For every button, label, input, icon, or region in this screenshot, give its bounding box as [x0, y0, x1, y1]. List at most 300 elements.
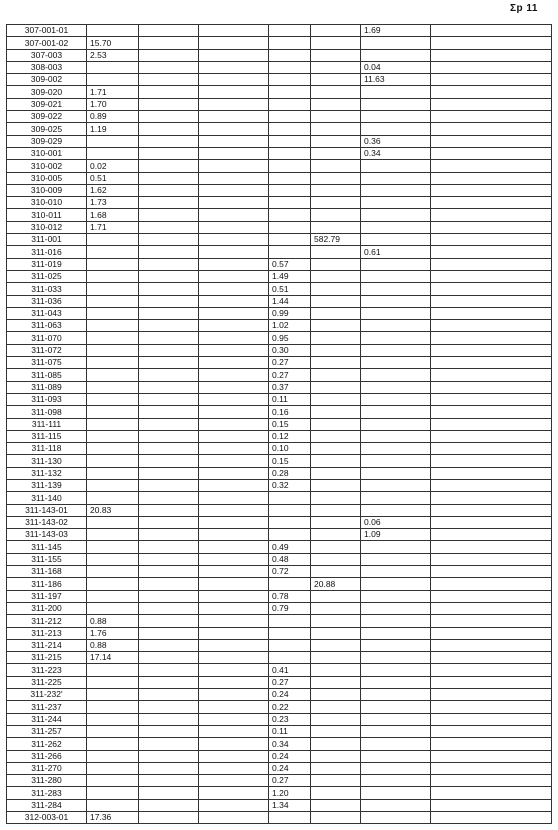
value-cell-col5 [311, 270, 361, 282]
value-cell-col1 [87, 516, 139, 528]
empty-cell-col7 [431, 566, 552, 578]
empty-cell-col3 [199, 627, 269, 639]
value-cell-col4: 0.23 [269, 713, 311, 725]
value-cell-col5 [311, 258, 361, 270]
empty-cell-col7 [431, 111, 552, 123]
item-code-cell: 311-145 [7, 541, 87, 553]
item-code-cell: 311-070 [7, 332, 87, 344]
empty-cell-col3 [199, 221, 269, 233]
empty-cell-col7 [431, 98, 552, 110]
value-cell-col4 [269, 74, 311, 86]
item-code-cell: 311-016 [7, 246, 87, 258]
item-code-cell: 311-033 [7, 283, 87, 295]
value-cell-col5 [311, 283, 361, 295]
value-cell-col4: 0.24 [269, 689, 311, 701]
value-cell-col1 [87, 787, 139, 799]
empty-cell-col2 [139, 172, 199, 184]
empty-cell-col3 [199, 357, 269, 369]
value-cell-col5 [311, 602, 361, 614]
table-row [7, 615, 552, 627]
item-code-cell: 311-237 [7, 701, 87, 713]
item-code-cell: 311-093 [7, 393, 87, 405]
empty-cell-col2 [139, 775, 199, 787]
empty-cell-col3 [199, 787, 269, 799]
empty-cell-col2 [139, 725, 199, 737]
empty-cell-col7 [431, 664, 552, 676]
value-cell-col6 [361, 602, 431, 614]
empty-cell-col7 [431, 590, 552, 602]
value-cell-col6 [361, 750, 431, 762]
empty-cell-col3 [199, 738, 269, 750]
empty-cell-col3 [199, 135, 269, 147]
value-cell-col6 [361, 492, 431, 504]
table-row [7, 147, 552, 159]
empty-cell-col7 [431, 332, 552, 344]
value-cell-col5 [311, 381, 361, 393]
empty-cell-col7 [431, 639, 552, 651]
table-row [7, 418, 552, 430]
value-cell-col4: 0.37 [269, 381, 311, 393]
item-code-cell: 309-020 [7, 86, 87, 98]
value-cell-col6 [361, 37, 431, 49]
item-code-cell: 311-197 [7, 590, 87, 602]
empty-cell-col7 [431, 812, 552, 824]
item-code-cell: 311-132 [7, 467, 87, 479]
item-code-cell: 311-089 [7, 381, 87, 393]
table-row [7, 25, 552, 37]
value-cell-col5 [311, 160, 361, 172]
empty-cell-col3 [199, 111, 269, 123]
value-cell-col1 [87, 701, 139, 713]
table-row [7, 799, 552, 811]
item-code-cell: 307-001-02 [7, 37, 87, 49]
value-cell-col1 [87, 713, 139, 725]
empty-cell-col2 [139, 246, 199, 258]
value-cell-col1: 0.02 [87, 160, 139, 172]
empty-cell-col2 [139, 787, 199, 799]
item-code-cell: 311-257 [7, 725, 87, 737]
empty-cell-col3 [199, 147, 269, 159]
table-row [7, 246, 552, 258]
table-row [7, 135, 552, 147]
value-cell-col5 [311, 516, 361, 528]
empty-cell-col7 [431, 553, 552, 565]
value-cell-col5 [311, 197, 361, 209]
value-cell-col6 [361, 307, 431, 319]
value-cell-col6 [361, 197, 431, 209]
value-cell-col6 [361, 627, 431, 639]
value-cell-col4 [269, 578, 311, 590]
value-cell-col4 [269, 652, 311, 664]
empty-cell-col3 [199, 615, 269, 627]
empty-cell-col2 [139, 98, 199, 110]
item-code-cell: 311-168 [7, 566, 87, 578]
empty-cell-col3 [199, 381, 269, 393]
item-code-cell: 311-200 [7, 602, 87, 614]
empty-cell-col3 [199, 664, 269, 676]
value-cell-col6 [361, 209, 431, 221]
value-cell-col5 [311, 787, 361, 799]
value-cell-col4: 0.32 [269, 479, 311, 491]
value-cell-col5 [311, 627, 361, 639]
empty-cell-col2 [139, 74, 199, 86]
item-code-cell: 311-284 [7, 799, 87, 811]
item-code-cell: 310-002 [7, 160, 87, 172]
value-cell-col1: 0.88 [87, 639, 139, 651]
value-cell-col5 [311, 86, 361, 98]
value-cell-col1 [87, 74, 139, 86]
item-code-cell: 308-003 [7, 61, 87, 73]
empty-cell-col3 [199, 701, 269, 713]
value-cell-col5 [311, 37, 361, 49]
empty-cell-col3 [199, 725, 269, 737]
value-cell-col6 [361, 221, 431, 233]
empty-cell-col2 [139, 664, 199, 676]
empty-cell-col3 [199, 578, 269, 590]
value-cell-col1: 1.71 [87, 86, 139, 98]
table-row [7, 258, 552, 270]
item-code-cell: 311-072 [7, 344, 87, 356]
empty-cell-col2 [139, 492, 199, 504]
value-cell-col4 [269, 246, 311, 258]
value-cell-col4: 1.49 [269, 270, 311, 282]
empty-cell-col2 [139, 344, 199, 356]
table-row [7, 393, 552, 405]
empty-cell-col7 [431, 701, 552, 713]
value-cell-col4 [269, 529, 311, 541]
empty-cell-col2 [139, 701, 199, 713]
value-cell-col4: 1.34 [269, 799, 311, 811]
table-row [7, 234, 552, 246]
item-code-cell: 310-010 [7, 197, 87, 209]
empty-cell-col2 [139, 430, 199, 442]
value-cell-col4 [269, 172, 311, 184]
empty-cell-col3 [199, 61, 269, 73]
value-cell-col6 [361, 541, 431, 553]
value-cell-col1: 1.68 [87, 209, 139, 221]
empty-cell-col2 [139, 455, 199, 467]
value-cell-col6 [361, 172, 431, 184]
item-code-cell: 311-043 [7, 307, 87, 319]
item-code-cell: 311-223 [7, 664, 87, 676]
empty-cell-col7 [431, 541, 552, 553]
empty-cell-col3 [199, 553, 269, 565]
item-code-cell: 307-001-01 [7, 25, 87, 37]
empty-cell-col3 [199, 209, 269, 221]
value-cell-col4: 0.34 [269, 738, 311, 750]
value-cell-col6 [361, 467, 431, 479]
item-code-cell: 311-143-02 [7, 516, 87, 528]
empty-cell-col2 [139, 615, 199, 627]
value-cell-col6 [361, 160, 431, 172]
empty-cell-col3 [199, 443, 269, 455]
table-row [7, 639, 552, 651]
empty-cell-col7 [431, 369, 552, 381]
value-cell-col1 [87, 762, 139, 774]
empty-cell-col7 [431, 307, 552, 319]
table-row [7, 541, 552, 553]
value-cell-col1: 20.83 [87, 504, 139, 516]
empty-cell-col7 [431, 258, 552, 270]
empty-cell-col2 [139, 406, 199, 418]
empty-cell-col2 [139, 369, 199, 381]
empty-cell-col2 [139, 123, 199, 135]
empty-cell-col2 [139, 25, 199, 37]
empty-cell-col3 [199, 295, 269, 307]
empty-cell-col3 [199, 98, 269, 110]
value-cell-col4: 0.95 [269, 332, 311, 344]
item-code-cell: 309-029 [7, 135, 87, 147]
value-cell-col5 [311, 750, 361, 762]
value-cell-col4: 0.24 [269, 762, 311, 774]
empty-cell-col7 [431, 25, 552, 37]
empty-cell-col2 [139, 590, 199, 602]
table-row [7, 812, 552, 824]
value-cell-col1 [87, 590, 139, 602]
value-cell-col6 [361, 393, 431, 405]
item-code-cell: 311-143-01 [7, 504, 87, 516]
empty-cell-col3 [199, 713, 269, 725]
value-cell-col5 [311, 393, 361, 405]
empty-cell-col3 [199, 541, 269, 553]
value-cell-col5 [311, 553, 361, 565]
empty-cell-col2 [139, 578, 199, 590]
item-code-cell: 311-280 [7, 775, 87, 787]
empty-cell-col3 [199, 283, 269, 295]
value-cell-col4 [269, 221, 311, 233]
empty-cell-col2 [139, 738, 199, 750]
item-code-cell: 311-262 [7, 738, 87, 750]
value-cell-col1 [87, 307, 139, 319]
item-code-cell: 311-266 [7, 750, 87, 762]
table-row [7, 37, 552, 49]
empty-cell-col2 [139, 689, 199, 701]
empty-cell-col2 [139, 37, 199, 49]
table-row [7, 111, 552, 123]
table-row [7, 406, 552, 418]
value-cell-col6 [361, 406, 431, 418]
empty-cell-col7 [431, 762, 552, 774]
item-code-cell: 311-232' [7, 689, 87, 701]
table-row [7, 123, 552, 135]
value-cell-col5 [311, 590, 361, 602]
empty-cell-col3 [199, 184, 269, 196]
item-code-cell: 309-025 [7, 123, 87, 135]
value-cell-col6: 1.69 [361, 25, 431, 37]
value-cell-col1 [87, 147, 139, 159]
value-cell-col1 [87, 61, 139, 73]
empty-cell-col7 [431, 406, 552, 418]
item-code-cell: 311-115 [7, 430, 87, 442]
value-cell-col4: 0.51 [269, 283, 311, 295]
table-row [7, 553, 552, 565]
empty-cell-col3 [199, 37, 269, 49]
value-cell-col5 [311, 332, 361, 344]
value-cell-col6 [361, 455, 431, 467]
item-code-cell: 311-212 [7, 615, 87, 627]
table-row [7, 209, 552, 221]
empty-cell-col7 [431, 652, 552, 664]
empty-cell-col7 [431, 713, 552, 725]
value-cell-col6: 0.36 [361, 135, 431, 147]
value-cell-col4: 0.27 [269, 369, 311, 381]
item-code-cell: 311-244 [7, 713, 87, 725]
table-row [7, 49, 552, 61]
value-cell-col1 [87, 602, 139, 614]
table-row [7, 725, 552, 737]
value-cell-col1 [87, 357, 139, 369]
value-cell-col6 [361, 418, 431, 430]
value-cell-col6 [361, 590, 431, 602]
empty-cell-col2 [139, 566, 199, 578]
empty-cell-col3 [199, 25, 269, 37]
value-cell-col1: 0.89 [87, 111, 139, 123]
value-cell-col4: 0.27 [269, 357, 311, 369]
value-cell-col1 [87, 676, 139, 688]
table-row [7, 332, 552, 344]
table-row [7, 270, 552, 282]
value-cell-col1: 2.53 [87, 49, 139, 61]
empty-cell-col3 [199, 689, 269, 701]
value-cell-col4: 0.79 [269, 602, 311, 614]
table-row [7, 590, 552, 602]
value-cell-col1: 0.51 [87, 172, 139, 184]
item-code-cell: 311-186 [7, 578, 87, 590]
empty-cell-col2 [139, 602, 199, 614]
value-cell-col1 [87, 664, 139, 676]
empty-cell-col3 [199, 270, 269, 282]
empty-cell-col3 [199, 369, 269, 381]
table-row [7, 504, 552, 516]
table-row [7, 160, 552, 172]
empty-cell-col7 [431, 320, 552, 332]
value-cell-col4: 0.24 [269, 750, 311, 762]
empty-cell-col2 [139, 799, 199, 811]
empty-cell-col2 [139, 209, 199, 221]
value-cell-col5 [311, 135, 361, 147]
table-row [7, 221, 552, 233]
item-code-cell: 311-139 [7, 479, 87, 491]
value-cell-col6 [361, 812, 431, 824]
empty-cell-col3 [199, 529, 269, 541]
empty-cell-col7 [431, 787, 552, 799]
value-cell-col6 [361, 270, 431, 282]
empty-cell-col7 [431, 357, 552, 369]
value-cell-col1: 15.70 [87, 37, 139, 49]
empty-cell-col2 [139, 627, 199, 639]
table-row [7, 627, 552, 639]
value-cell-col1: 1.73 [87, 197, 139, 209]
empty-cell-col3 [199, 492, 269, 504]
empty-cell-col7 [431, 418, 552, 430]
empty-cell-col7 [431, 676, 552, 688]
table-row [7, 738, 552, 750]
item-code-cell: 312-003-01 [7, 812, 87, 824]
item-code-cell: 311-225 [7, 676, 87, 688]
item-code-cell: 311-001 [7, 234, 87, 246]
value-cell-col6 [361, 295, 431, 307]
value-cell-col1 [87, 492, 139, 504]
value-cell-col5 [311, 701, 361, 713]
table-row [7, 676, 552, 688]
value-cell-col1: 1.70 [87, 98, 139, 110]
empty-cell-col3 [199, 639, 269, 651]
item-code-cell: 311-155 [7, 553, 87, 565]
empty-cell-col7 [431, 270, 552, 282]
empty-cell-col7 [431, 443, 552, 455]
value-cell-col5 [311, 344, 361, 356]
empty-cell-col7 [431, 381, 552, 393]
value-cell-col5 [311, 443, 361, 455]
empty-cell-col7 [431, 615, 552, 627]
table-row [7, 184, 552, 196]
value-cell-col1 [87, 553, 139, 565]
value-cell-col6 [361, 738, 431, 750]
empty-cell-col3 [199, 172, 269, 184]
value-cell-col1 [87, 406, 139, 418]
empty-cell-col7 [431, 529, 552, 541]
item-code-cell: 311-075 [7, 357, 87, 369]
empty-cell-col7 [431, 578, 552, 590]
value-cell-col1 [87, 258, 139, 270]
empty-cell-col2 [139, 676, 199, 688]
value-cell-col5 [311, 812, 361, 824]
table-row [7, 516, 552, 528]
value-cell-col4 [269, 184, 311, 196]
empty-cell-col7 [431, 455, 552, 467]
empty-cell-col7 [431, 295, 552, 307]
value-cell-col6 [361, 111, 431, 123]
value-cell-col5 [311, 529, 361, 541]
empty-cell-col2 [139, 553, 199, 565]
empty-cell-col3 [199, 467, 269, 479]
value-cell-col5 [311, 246, 361, 258]
empty-cell-col3 [199, 160, 269, 172]
empty-cell-col7 [431, 37, 552, 49]
empty-cell-col2 [139, 258, 199, 270]
value-cell-col6 [361, 234, 431, 246]
value-cell-col1 [87, 566, 139, 578]
value-cell-col4: 0.41 [269, 664, 311, 676]
empty-cell-col2 [139, 61, 199, 73]
value-cell-col5 [311, 357, 361, 369]
item-code-cell: 309-022 [7, 111, 87, 123]
empty-cell-col3 [199, 799, 269, 811]
value-cell-col5 [311, 615, 361, 627]
value-cell-col1 [87, 344, 139, 356]
measurement-table [6, 24, 552, 824]
empty-cell-col3 [199, 393, 269, 405]
table-row [7, 664, 552, 676]
value-cell-col4: 1.02 [269, 320, 311, 332]
value-cell-col6 [361, 98, 431, 110]
value-cell-col4: 0.72 [269, 566, 311, 578]
value-cell-col5 [311, 307, 361, 319]
value-cell-col6 [361, 320, 431, 332]
value-cell-col5 [311, 418, 361, 430]
value-cell-col4 [269, 615, 311, 627]
value-cell-col4: 0.78 [269, 590, 311, 602]
empty-cell-col3 [199, 234, 269, 246]
empty-cell-col2 [139, 160, 199, 172]
value-cell-col1 [87, 443, 139, 455]
value-cell-col4 [269, 49, 311, 61]
value-cell-col5 [311, 541, 361, 553]
empty-cell-col2 [139, 393, 199, 405]
value-cell-col1 [87, 799, 139, 811]
value-cell-col5 [311, 49, 361, 61]
table-row [7, 713, 552, 725]
